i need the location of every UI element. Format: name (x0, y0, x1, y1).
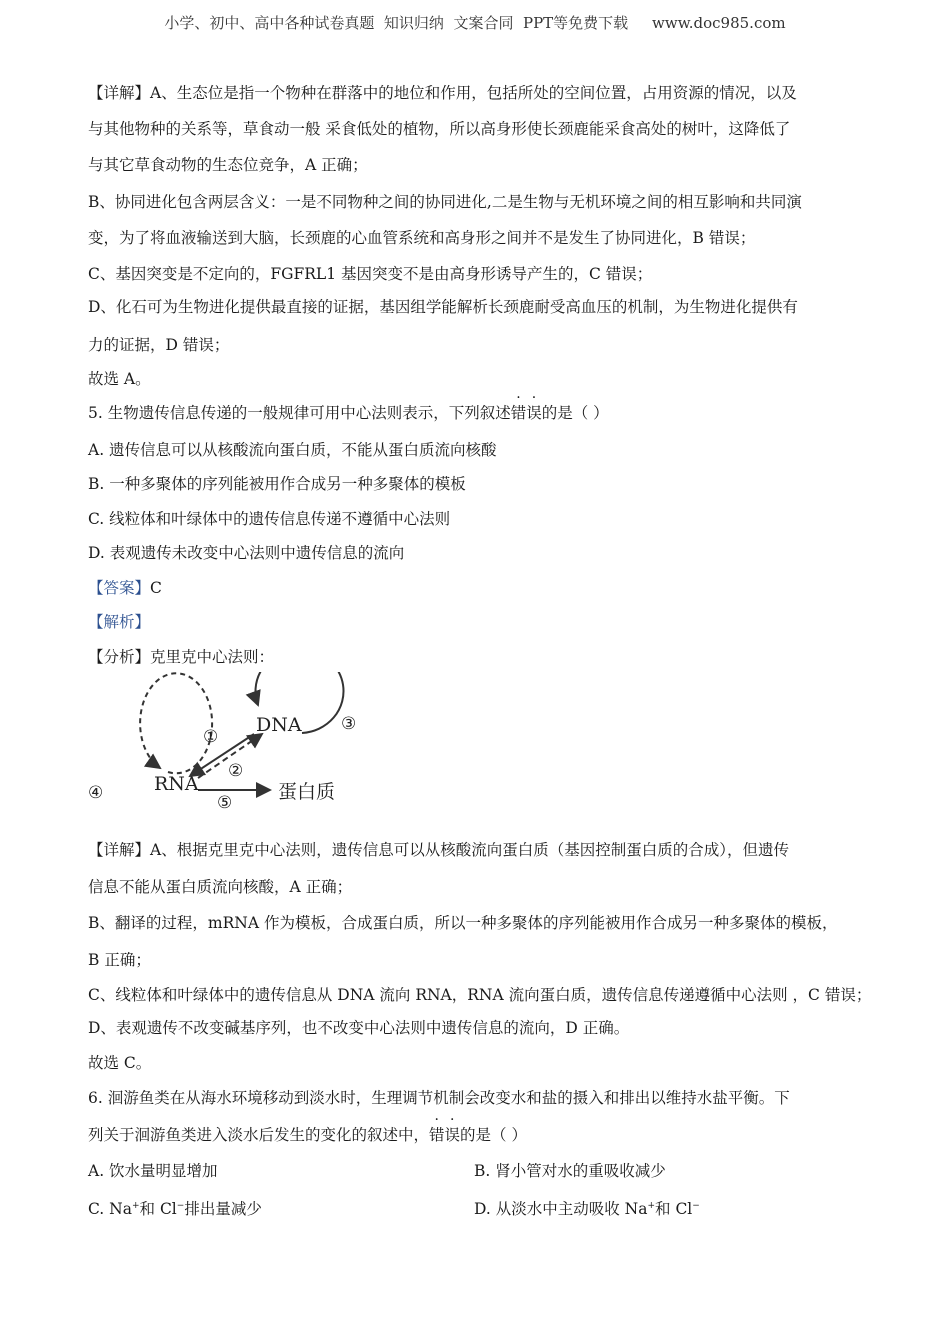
emphasis-char: 误 (444, 1126, 461, 1144)
page-header: 小学、初中、高中各种试卷真题 知识归纳 文案合同 PPT等免费下载 www.doc985.com (164, 14, 786, 32)
central-dogma-diagram (86, 672, 386, 824)
q5-conclusion: 故选 C。 (88, 1054, 152, 1072)
q4-explain-line: 与其它草食动物的生态位竞争，A 正确； (88, 156, 368, 174)
q6-stem-line: 6. 洄游鱼类在从海水环境移动到淡水时，生理调节机制会改变水和盐的摄入和排出以维持水盐平衡。下 (88, 1089, 790, 1107)
label-3: ③ (341, 714, 357, 734)
q6-stem-line: 列关于洄游鱼类进入淡水后发生的变化的叙述中，错误的是（ ） (88, 1126, 527, 1144)
emphasis-char: 错 (510, 404, 527, 422)
emphasis-char: 误 (526, 404, 542, 422)
label-5: ⑤ (217, 793, 233, 813)
transcription-arrow (190, 734, 254, 776)
label-2: ② (228, 761, 244, 781)
q4-conclusion: 故选 A。 (88, 370, 151, 388)
q5-explain-line: 【详解】A、根据克里克中心法则，遗传信息可以从核酸流向蛋白质（基因控制蛋白质的合成），但遗传 (88, 841, 789, 859)
q4-explain-line: 变，为了将血液输送到大脑，长颈鹿的心血管系统和高身形之间并不是发生了协同进化，B 错误； (88, 229, 756, 247)
q5-explain-line: 信息不能从蛋白质流向核酸，A 正确； (88, 878, 353, 896)
emphasis-char: 错 (429, 1126, 445, 1144)
answer-tag: 【答案】 (88, 579, 151, 597)
q4-explain-line: D、化石可为生物进化提供最直接的证据，基因组学能解析长颈鹿耐受高血压的机制，为生物进化提供有 (88, 298, 798, 316)
rna-replication-loop (140, 673, 212, 773)
q6-option-d: D. 从淡水中主动吸收 Na+和 Cl− (474, 1200, 700, 1218)
analysis-heading: 【分析】克里克中心法则： (88, 648, 275, 666)
label-4: ④ (88, 783, 104, 803)
q5-option-c: C. 线粒体和叶绿体中的遗传信息传递不遵循中心法则 (88, 510, 451, 528)
q5-option-a: A. 遗传信息可以从核酸流向蛋白质，不能从蛋白质流向核酸 (88, 441, 497, 459)
q5-explain-line: B、翻译的过程，mRNA 作为模板，合成蛋白质，所以一种多聚体的序列能被用作合成另一种多聚体的模板， (88, 914, 838, 932)
q5-stem: 5. 生物遗传信息传递的一般规律可用中心法则表示，下列叙述错误的是（ ） (88, 404, 609, 422)
q5-option-d: D. 表观遗传未改变中心法则中遗传信息的流向 (88, 544, 405, 562)
q4-explain-line: 力的证据，D 错误； (88, 336, 230, 354)
q4-explain-line: C、基因突变是不定向的，FGFRL1 基因突变不是由高身形诱导产生的，C 错误； (88, 265, 653, 283)
q5-explain-line: D、表观遗传不改变碱基序列，也不改变中心法则中遗传信息的流向，D 正确。 (88, 1019, 630, 1037)
q4-explain-line: 【详解】A、生态位是指一个物种在群落中的地位和作用，包括所处的空间位置，占用资源的情况，以及 (88, 84, 797, 102)
q5-option-b: B. 一种多聚体的序列能被用作合成另一种多聚体的模板 (88, 475, 466, 493)
q4-explain-line: B、协同进化包含两层含义：一是不同物种之间的协同进化,二是生物与无机环境之间的相互影响和共同演 (88, 193, 802, 211)
analysis-tag: 【解析】 (88, 613, 151, 631)
q6-option-c: C. Na+和 Cl−排出量减少 (88, 1200, 262, 1218)
protein-label: 蛋白质 (278, 781, 336, 803)
rna-label: RNA (154, 773, 199, 795)
answer-value: C (150, 579, 162, 597)
dna-label: DNA (256, 714, 302, 736)
label-1: ① (203, 727, 219, 747)
q5-answer (88, 578, 162, 598)
q5-explain-line: C、线粒体和叶绿体中的遗传信息从 DNA 流向 RNA，RNA 流向蛋白质，遗传信息传递遵循中心法则 ，C 错误； (88, 986, 872, 1004)
q5-explain-line: B 正确； (88, 951, 151, 969)
q4-explain-line: 与其他物种的关系等，草食动一般 采食低处的植物，所以高身形使长颈鹿能采食高处的树叶，这降低了 (88, 120, 791, 138)
q6-option-b: B. 肾小管对水的重吸收减少 (474, 1162, 666, 1180)
q6-option-a: A. 饮水量明显增加 (88, 1162, 218, 1180)
